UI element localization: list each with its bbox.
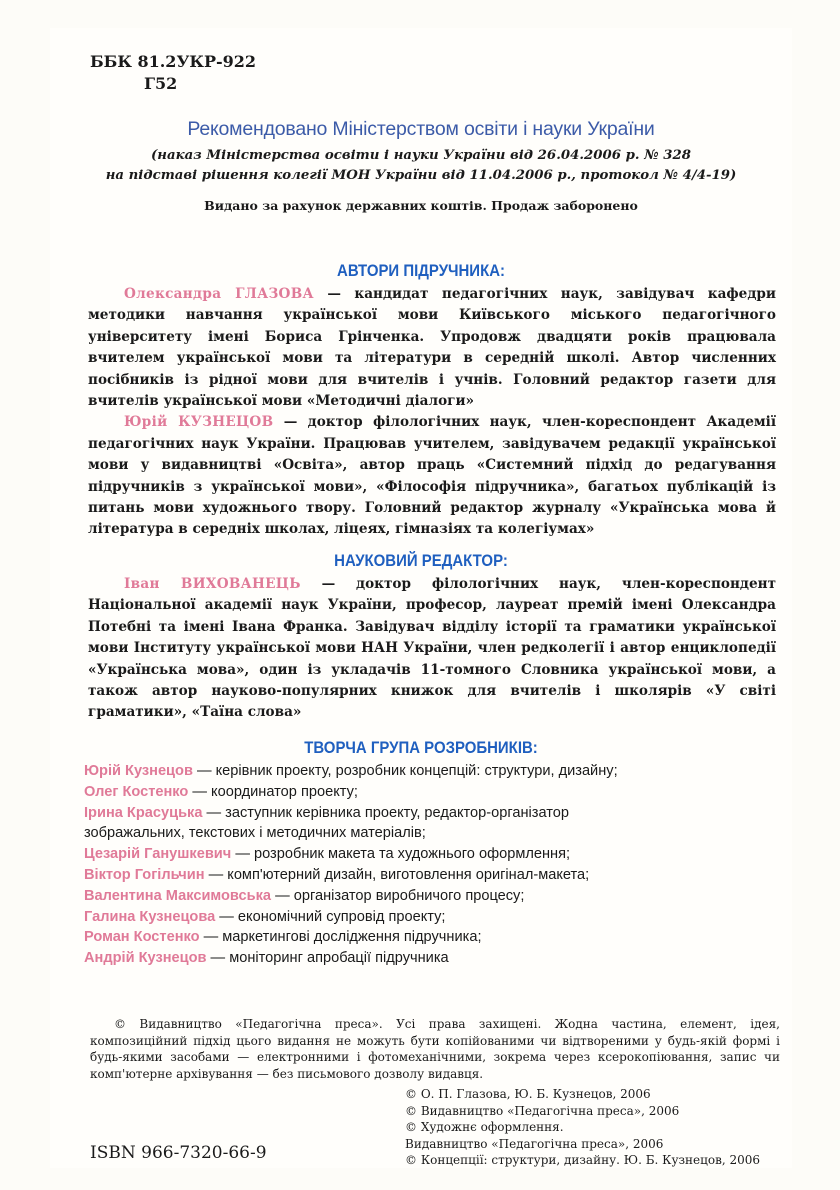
member-role: — маркетингові дослідження підручника; xyxy=(199,929,482,946)
member-name: Валентина Максимовська xyxy=(84,887,272,904)
author-bio: — кандидат педагогічних наук, завідувач кафедри методики навчання української мови Київського міського педагогічного університету імені Бориса Грінченка. Упродовж двадцяти років працювала вчителем української мови та літератури в середній школі. Автор численних посібників із рідної мови для вчителів і учнів. Головний редактор газети для вчителів української мови «Методичні діалоги» xyxy=(88,286,776,410)
member-role: — координатор проекту; xyxy=(188,783,358,800)
member-name: Роман Костенко xyxy=(84,929,200,946)
member-name: Юрій Кузнецов xyxy=(84,763,193,779)
editor-block xyxy=(88,574,776,724)
credit-line: © О. П. Глазова, Ю. Б. Кузнецов, 2006 xyxy=(405,1087,651,1101)
authors-heading: АВТОРИ ПІДРУЧНИКА: xyxy=(337,261,505,280)
team-member xyxy=(84,907,784,928)
member-name: Андрій Кузнецов xyxy=(84,950,207,967)
page xyxy=(50,28,792,1168)
team-member xyxy=(84,865,784,886)
author-bio: — доктор філологічних наук, член-кореспондент Академії педагогічних наук України. Працював учителем, завідувачем редакції української мови у видавництві «Освіта», автор праць «Системний підхід до редагування підручників з української мови», «Філософія підручника», багатьох публікацій із питань мови художнього твору. Головний редактор журналу «Українська мова й література в середніх школах, ліцеях, гімназіях та колегіумах» xyxy=(88,414,776,538)
team-member xyxy=(84,948,784,969)
team-member xyxy=(84,782,784,803)
member-name: Віктор Гогільчин xyxy=(84,866,205,883)
member-name: Галина Кузнецова xyxy=(84,908,216,925)
editor-name: Іван ВИХОВАНЕЦЬ xyxy=(124,576,301,592)
recommendation-title: Рекомендовано Міністерством освіти і науки України xyxy=(187,118,655,140)
funding-notice: Видано за рахунок державних коштів. Продаж заборонено xyxy=(204,198,638,213)
member-name: Олег Костенко xyxy=(84,783,189,800)
bbk-block xyxy=(90,51,256,95)
note-line-2: на підставі рішення колегії МОН України від 11.04.2006 р., протокол № 4/4-19) xyxy=(105,168,737,183)
member-name: Ірина Красуцька xyxy=(84,804,203,821)
team-member-continuation xyxy=(84,823,784,844)
member-role: — комп'ютерний дизайн, виготовлення оригінал-макета; xyxy=(204,866,590,883)
credit-line: © Концепції: структури, дизайну. Ю. Б. Кузнецов, 2006 xyxy=(405,1153,761,1168)
editor-heading: НАУКОВИЙ РЕДАКТОР: xyxy=(334,551,508,570)
note-line-1: (наказ Міністерства освіти і науки України від 26.04.2006 р. № 328 xyxy=(151,148,691,163)
member-role: — організатор виробничого процесу; xyxy=(271,887,525,904)
credit-line: © Художнє оформлення. xyxy=(405,1120,564,1135)
authors-block xyxy=(88,284,776,541)
author-sign: Г52 xyxy=(144,74,178,93)
copyright-notice xyxy=(90,1016,780,1082)
member-name: Цезарій Ганушкевич xyxy=(84,846,232,863)
team-member xyxy=(84,761,784,782)
team-list xyxy=(84,761,784,969)
author-name: Олександра ГЛАЗОВА xyxy=(124,286,314,302)
editor-paragraph xyxy=(88,574,776,724)
member-role: — моніторинг апробації підручника xyxy=(206,950,449,967)
team-member xyxy=(84,886,784,907)
member-role: — економічний супровід проекту; xyxy=(215,908,446,925)
team-heading: ТВОРЧА ГРУПА РОЗРОБНИКІВ: xyxy=(304,738,538,757)
member-role: зображальних, текстових і методичних матеріалів; xyxy=(84,825,426,842)
recommendation-note xyxy=(50,146,792,186)
credit-line: Видавництво «Педагогічна преса», 2006 xyxy=(405,1136,664,1151)
copyright-text: © Видавництво «Педагогічна преса». Усі права захищені. Жодна частина, елемент, ідея, композиційний підхід цього видання не можуть бути копійованими чи відтвореними у будь-якій формі і будь-якими засобами — електронними і фотомеханічними, зокрема через ксерокопіювання, запис чи комп'ютерне архівування — без письмового дозволу видавця. xyxy=(90,1017,780,1081)
isbn: ISBN 966-7320-66-9 xyxy=(90,1143,267,1163)
team-member xyxy=(84,844,784,865)
bbk-code: ББК 81.2УКР-922 xyxy=(90,52,257,71)
copyright-credits xyxy=(405,1086,785,1169)
credit-line: © Видавництво «Педагогічна преса», 2006 xyxy=(405,1103,680,1118)
author-paragraph-2 xyxy=(88,412,776,540)
author-name: Юрій КУЗНЕЦОВ xyxy=(124,414,274,431)
team-member xyxy=(84,803,784,824)
team-member xyxy=(84,927,784,948)
member-role: — заступник керівника проекту, редактор-організатор xyxy=(202,804,570,821)
editor-bio: — доктор філологічних наук, член-кореспондент Національної академії наук України, професор, лауреат премій імені Олександра Потебні та імені Івана Франка. Завідувач відділу історії та граматики української мови Інституту української мови НАН України, член редколегії і автор енциклопедії «Українська мова», один із укладачів 11-томного Словника української мови, а також автор науково-популярних книжок для вчителів і школярів «У світі граматики», «Таїна слова» xyxy=(88,576,777,721)
member-role: — керівник проекту, розробник концепцій: структури, дизайну; xyxy=(192,763,618,779)
author-paragraph-1 xyxy=(88,284,776,412)
member-role: — розробник макета та художнього оформлення; xyxy=(231,846,571,863)
